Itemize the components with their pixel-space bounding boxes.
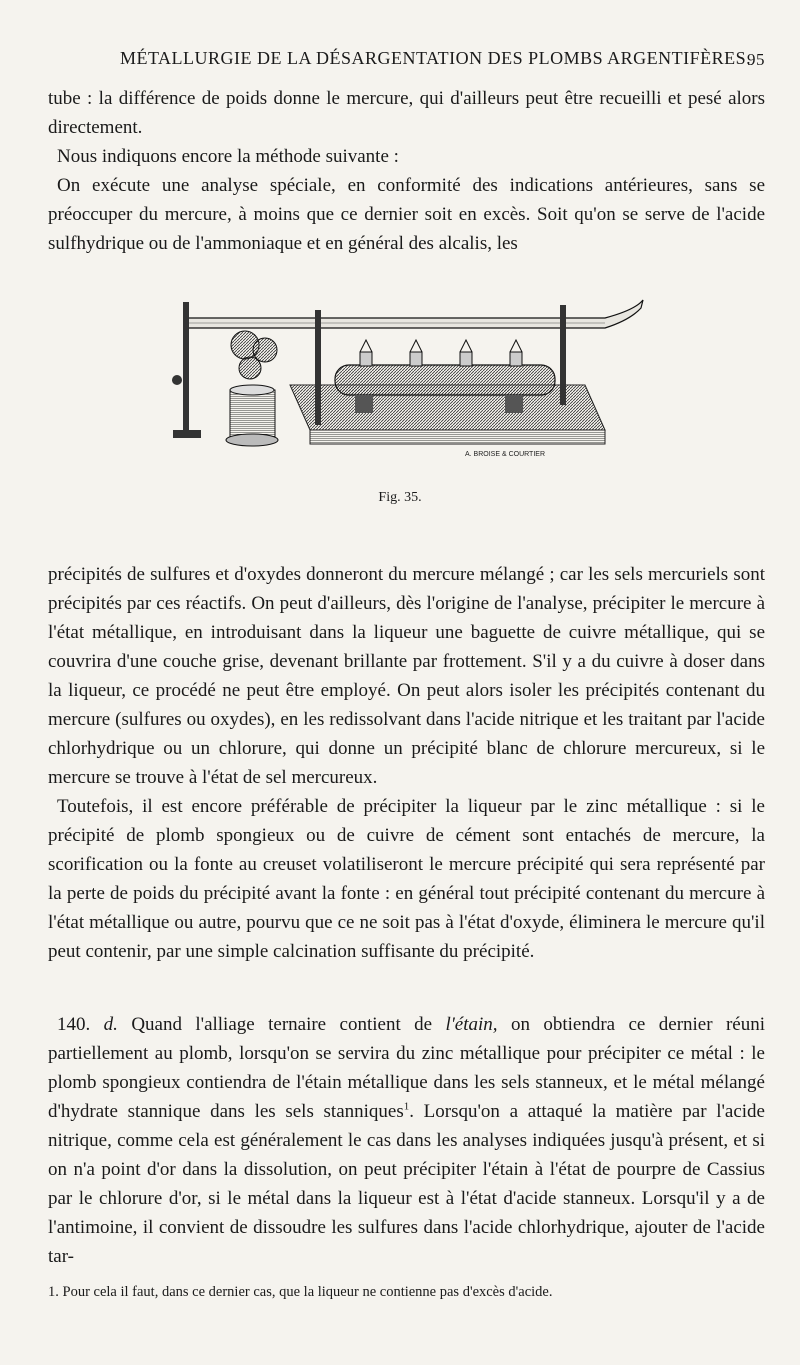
running-title: MÉTALLURGIE DE LA DÉSARGENTATION DES PLOMBS ARGENTIFÈRES. [120,48,752,68]
footnote-marker: 1. [48,1284,59,1300]
paragraph-6-part-a: Quand l'alliage ternaire contient de [131,1014,446,1035]
paragraph-6-part-c: . Lorsqu'on a attaqué la matière par l'acide nitrique, comme cela est généralement le cas dans les analyses indiquées jusqu'à présent, et si on n'a point d'or dans la dissolution, on peut précipiter l'étain à l'état de pourpre de Cassius par le chlorure d'or, si le métal dans la liqueur est à l'état d'acide stanneux. Lorsqu'il y a de l'antimoine, il convient de dissoudre les sulfures dans l'acide chlorhydrique, ajouter de l'acide tar- [48,1101,765,1267]
footnote-text: Pour cela il faut, dans ce dernier cas, que la liqueur ne contienne pas d'excès d'acide. [62,1284,553,1300]
page-header [40,44,765,74]
apparatus-figure [165,290,645,470]
page-number: 95 [747,50,765,69]
paragraph-6-part-b: on obtiendra ce dernier réuni partiellement au plomb, lorsqu'on se servira du zinc métallique pour précipiter ce métal : le plomb spongieux contiendra de l'étain métallique dans les sels stanneux, et le métal mélangé d'hydrate stannique dans les sels stanniques [48,1014,766,1122]
paragraph-5: Toutefois, il est encore préférable de précipiter la liqueur par le zinc métallique : si le précipité de plomb spongieux ou de cuivre de cément sont entachés de mercure, la scorification ou la fonte au creuset volatiliseront le mercure précipité qui sera représenté par la perte de poids du précipité avant la fonte : en général tout précipité contenant du mercure à l'état métallique ou autre, pourvu que ce ne soit pas à l'état d'oxyde, éliminera le mercure qu'il peut contenir, par une simple calcination suffisante du précipité. [48,796,765,962]
figure-caption: Fig. 35. [378,490,422,505]
tin-term: l'étain, [445,1014,498,1035]
paragraph-6 [48,1010,765,1271]
distillation-apparatus-illustration [165,290,645,470]
paragraph-2: Nous indiquons encore la méthode suivante : [57,146,399,167]
paragraph-4: précipités de sulfures et d'oxydes donneront du mercure mélangé ; car les sels mercuriels sont précipités par ces réactifs. On peut d'ailleurs, dès l'origine de l'analyse, précipiter le mercure à l'état métallique, en introduisant dans la liqueur une baguette de cuivre métallique, qui se couvrira d'une couche grise, devenant brillante par frottement. S'il y a du cuivre à doser dans la liqueur, ce procédé ne peut être employé. On peut alors isoler les précipités contenant du mercure (sulfures ou oxydes), en les redissolvant dans l'acide nitrique et les traitant par l'acide chlorhydrique ou un chlorure, qui donne un précipité blanc de chlorure mercureux, si le mercure se trouve à l'état de sel mercureux. [48,564,765,788]
footnote [48,1282,765,1302]
paragraph-1: tube : la différence de poids donne le mercure, qui d'ailleurs peut être recueilli et pesé alors directement. [48,88,765,138]
engraver-signature: A. BROISE & COURTIER [465,451,545,458]
section-letter: d. [103,1014,118,1035]
paragraph-3: On exécute une analyse spéciale, en conformité des indications antérieures, sans se préoccuper du mercure, à moins que ce dernier soit en excès. Soit qu'on se serve de l'acide sulfhydrique ou de l'ammoniaque et en général des alcalis, les [48,175,765,254]
section-number: 140. [57,1014,91,1035]
footnote-reference: 1 [403,1100,410,1113]
